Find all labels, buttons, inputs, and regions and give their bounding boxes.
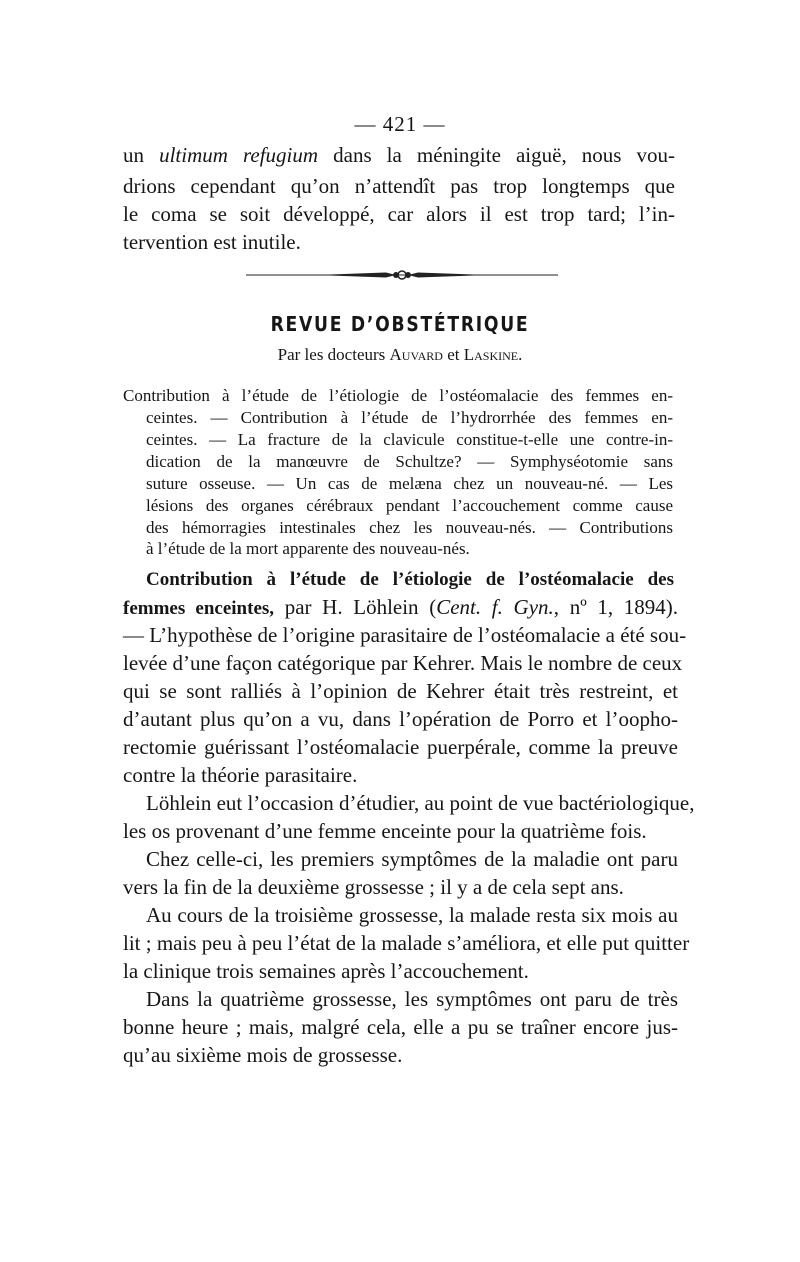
intro-text: un xyxy=(123,143,160,167)
body-line: rectomie guérissant l’ostéomalacie puerpérale, comme la preuve xyxy=(123,735,678,759)
intro-line-1 xyxy=(123,142,675,168)
abstract-line: Contribution à l’étude de l’étiologie de l’ostéomalacie des femmes en- xyxy=(123,386,673,405)
abstract-line: dication de la manœuvre de Schultze? — Symphyséotomie sans xyxy=(146,452,673,471)
body-line: Löhlein eut l’occasion d’étudier, au point de vue bactériologique, xyxy=(146,791,695,815)
body-line: lit ; mais peu à peu l’état de la malade s’améliora, et elle put quitter xyxy=(123,931,690,955)
journal-citation: Cent. f. Gyn. xyxy=(436,595,554,619)
body-line: contre la théorie parasitaire. xyxy=(123,763,358,787)
intro-text: dans la méningite aiguë, nous vou- xyxy=(318,143,675,167)
article-heading: Contribution à l’étude de l’étiologie de l’ostéomalacie des xyxy=(146,569,674,590)
intro-italic-phrase: ultimum refugium xyxy=(159,143,319,167)
section-title: REVUE D’OBSTÉTRIQUE xyxy=(270,312,530,336)
intro-line-2: drions cependant qu’on n’attendît pas trop longtemps que xyxy=(123,174,675,198)
byline-text: et xyxy=(442,345,464,364)
body-line: — L’hypothèse de l’origine parasitaire de l’ostéomalacie a été sou- xyxy=(123,623,687,647)
body-line: d’autant plus qu’on a vu, dans l’opération de Porro et l’oopho- xyxy=(123,707,678,731)
author-name: Laskine xyxy=(463,345,519,364)
page-number: — 421 — xyxy=(354,112,446,136)
author-name: Auvard xyxy=(389,345,443,364)
body-line: la clinique trois semaines après l’accouchement. xyxy=(123,959,529,983)
abstract-line: à l’étude de la mort apparente des nouveau-nés. xyxy=(146,539,470,558)
byline-text: Par les docteurs xyxy=(277,345,390,364)
body-line: qu’au sixième mois de grossesse. xyxy=(123,1043,403,1067)
body-line: vers la fin de la deuxième grossesse ; il y a de cela sept ans. xyxy=(123,875,624,899)
body-line: les os provenant d’une femme enceinte pour la quatrième fois. xyxy=(123,819,647,843)
abstract-line: ceintes. — Contribution à l’étude de l’hydrorrhée des femmes en- xyxy=(146,408,673,427)
byline-text: . xyxy=(518,345,523,364)
article-heading-bold: femmes enceintes, xyxy=(123,598,275,619)
intro-line-3: le coma se soit développé, car alors il est trop tard; l’in- xyxy=(123,202,675,226)
section-byline xyxy=(0,345,800,365)
body-line: Chez celle-ci, les premiers symptômes de la maladie ont paru xyxy=(146,847,678,871)
article-heading-text: par H. Löhlein ( xyxy=(274,595,437,619)
body-line: bonne heure ; mais, malgré cela, elle a pu se traîner encore jus- xyxy=(123,1015,678,1039)
abstract-line: ceintes. — La fracture de la clavicule constitue-t-elle une contre-in- xyxy=(146,430,673,449)
abstract-line: des hémorragies intestinales chez les nouveau-nés. — Contributions xyxy=(146,518,673,537)
ornamental-rule xyxy=(246,268,558,282)
body-line: Dans la quatrième grossesse, les symptômes ont paru de très xyxy=(146,987,678,1011)
body-line: levée d’une façon catégorique par Kehrer. Mais le nombre de ceux xyxy=(123,651,683,675)
article-heading-line-2 xyxy=(123,594,678,622)
article-heading-text: , nº 1, 1894). xyxy=(553,595,679,619)
body-line: Au cours de la troisième grossesse, la malade resta six mois au xyxy=(146,903,678,927)
body-line: qui se sont ralliés à l’opinion de Kehrer était très restreint, et xyxy=(123,679,678,703)
abstract-line: lésions des organes cérébraux pendant l’accouchement comme cause xyxy=(146,496,673,515)
abstract-line: suture osseuse. — Un cas de melæna chez un nouveau-né. — Les xyxy=(146,474,673,493)
intro-line-4: tervention est inutile. xyxy=(123,230,301,254)
